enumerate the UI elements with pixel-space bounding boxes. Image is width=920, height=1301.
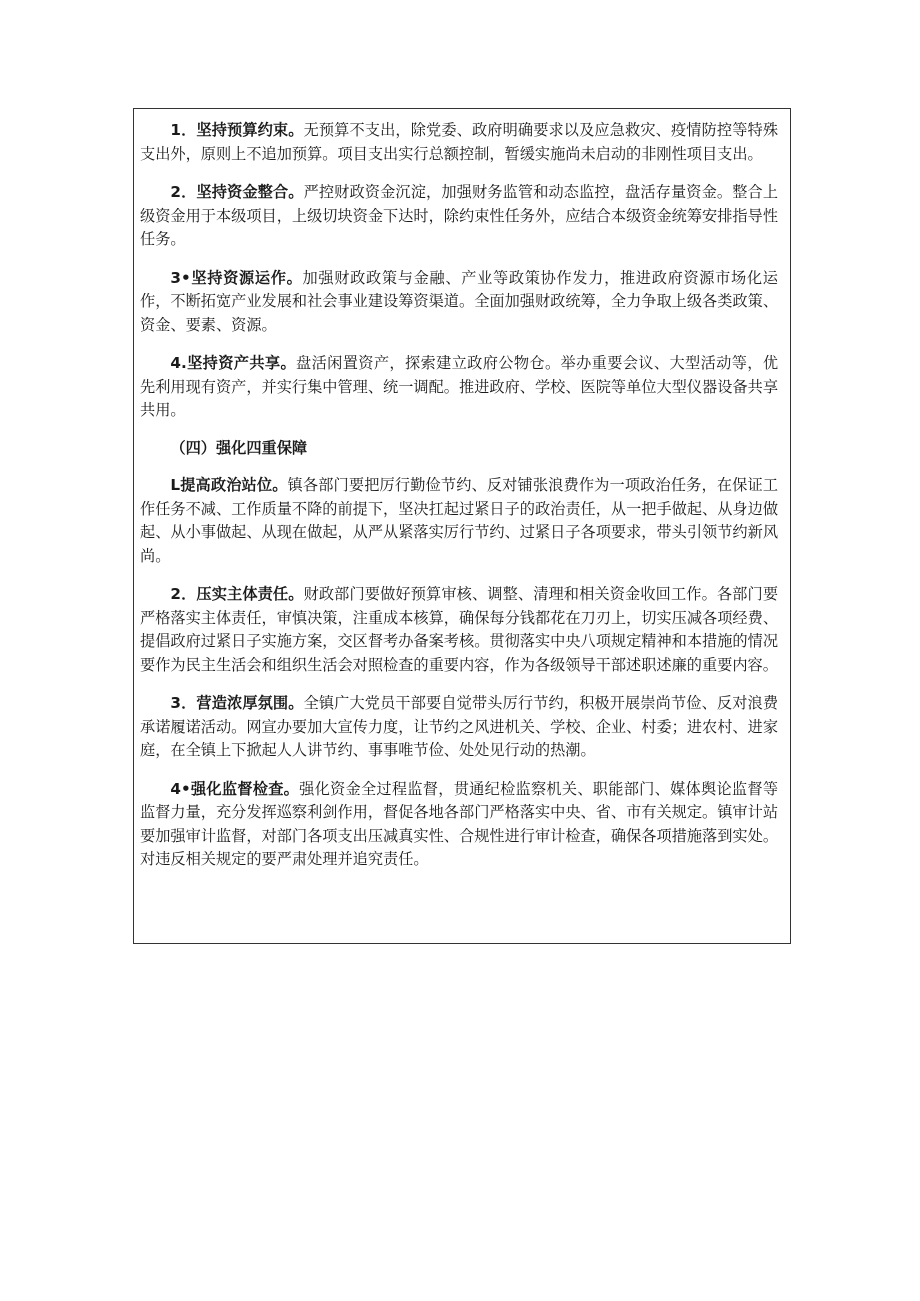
paragraph-body: 镇各部门要把厉行勤俭节约、反对铺张浪费作为一项政治任务，在保证工作任务不减、工作质量不降的前提下，坚决扛起过紧日子的政治责任，从一把手做起、从身边做起、从小事做起、从现在做起，从严从紧落实厉行节约、过紧日子各项要求，带头引领节约新风尚。 — [140, 476, 779, 565]
paragraph-body: 严控财政资金沉淀，加强财务监管和动态监控，盘活存量资金。整合上级资金用于本级项目，上级切块资金下达时，除约束性任务外，应结合本级资金统筹安排指导性任务。 — [140, 183, 779, 248]
paragraph-fund-integration — [140, 181, 778, 252]
paragraph-main-responsibility — [140, 583, 778, 677]
paragraph-lead: 4•强化监督检查。 — [170, 779, 300, 798]
paragraph-lead: 2．压实主体责任。 — [170, 585, 304, 603]
paragraph-budget-constraint — [140, 119, 778, 166]
section-heading: （四）强化四重保障 — [170, 438, 308, 457]
paragraph-lead: 3．营造浓厚氛围。 — [170, 694, 304, 712]
paragraph-atmosphere — [140, 692, 778, 763]
paragraph-resource-operation — [140, 267, 778, 338]
paragraph-lead: 4.坚持资产共享。 — [170, 354, 297, 372]
paragraph-body: 盘活闲置资产，探索建立政府公物仓。举办重要会议、大型活动等，优先利用现有资产，并实行集中管理、统一调配。推进政府、学校、医院等单位大型仪器设备共享共用。 — [140, 354, 779, 419]
paragraph-lead: 3•坚持资源运作。 — [170, 268, 303, 287]
paragraph-asset-sharing — [140, 352, 778, 423]
paragraph-political-stance — [140, 474, 778, 568]
paragraph-body: 加强财政政策与金融、产业等政策协作发力，推进政府资源市场化运作，不断拓宽产业发展和社会事业建设筹资渠道。全面加强财政统筹，全力争取上级各类政策、资金、要素、资源。 — [140, 268, 778, 334]
paragraph-lead: 2．坚持资金整合。 — [170, 183, 304, 201]
paragraph-body: 无预算不支出，除党委、政府明确要求以及应急救灾、疫情防控等特殊支出外，原则上不追加预算。项目支出实行总额控制，暂缓实施尚未启动的非刚性项目支出。 — [140, 121, 779, 163]
paragraph-body: 强化资金全过程监督，贯通纪检监察机关、职能部门、媒体舆论监督等监督力量，充分发挥巡察利剑作用，督促各地各部门严格落实中央、省、市有关规定。镇审计站要加强审计监督，对部门各项支出压减真实性、合规性进行审计检查，确保各项措施落到实处。对违反相关规定的要严肃处理并追究责任。 — [140, 779, 779, 868]
paragraph-body: 财政部门要做好预算审核、调整、清理和相关资金收回工作。各部门要严格落实主体责任，审慎决策，注重成本核算，确保每分钱都花在刀刃上，切实压减各项经费、提倡政府过紧日子实施方案，交区督考办备案考核。贯彻落实中央八项规定精神和本措施的情况要作为民主生活会和组织生活会对照检查的重要内容，作为各级领导干部述职述廉的重要内容。 — [140, 585, 779, 674]
content-frame — [133, 108, 791, 944]
paragraph-lead: L提高政治站位。 — [170, 476, 288, 494]
paragraph-body: 全镇广大党员干部要自觉带头厉行节约，积极开展崇尚节俭、反对浪费承诺履诺活动。网宣办要加大宣传力度，让节约之风进机关、学校、企业、村委；进农村、进家庭，在全镇上下掀起人人讲节约、事事唯节俭、处处见行动的热潮。 — [140, 694, 779, 759]
paragraph-lead: 1．坚持预算约束。 — [170, 121, 304, 139]
paragraph-supervision — [140, 778, 778, 872]
